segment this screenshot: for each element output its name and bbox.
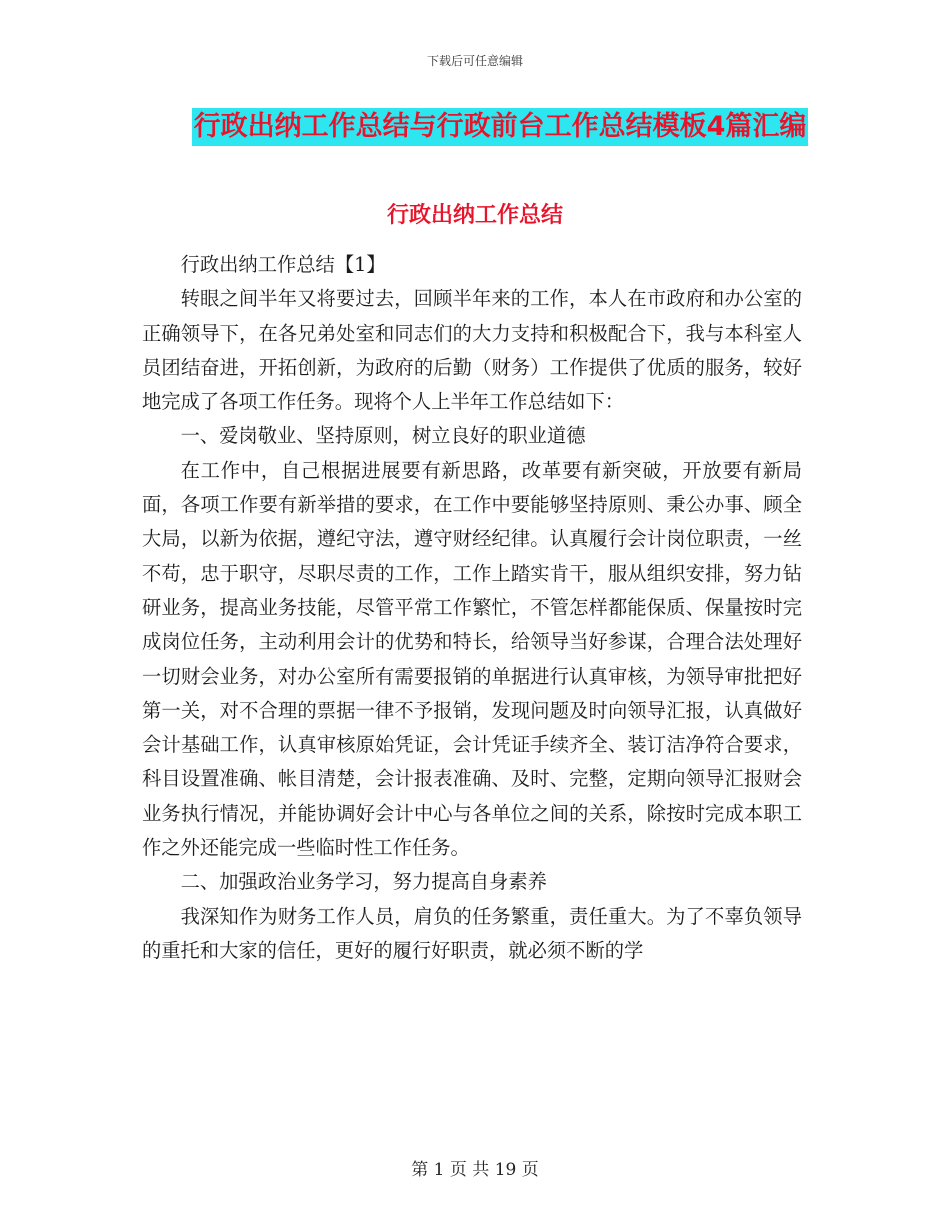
paragraph: 转眼之间半年又将要过去，回顾半年来的工作，本人在市政府和办公室的正确领导下，在各兄弟处室和同志们的大力支持和积极配合下，我与本科室人员团结奋进，开拓创新，为政府的后勤（财务）工作提供了优质的服务，较好地完成了各项工作任务。现将个人上半年工作总结如下： bbox=[142, 287, 802, 414]
paragraph: 我深知作为财务工作人员，肩负的任务繁重，责任重大。为了不辜负领导的重托和大家的信任，更好的履行好职责，就必须不断的学 bbox=[142, 904, 802, 962]
paragraph: 行政出纳工作总结【1】 bbox=[180, 253, 386, 276]
document-body bbox=[142, 248, 802, 968]
section-title: 行政出纳工作总结 bbox=[386, 203, 563, 228]
page-number: 第 1 页 共 19 页 bbox=[411, 1160, 539, 1180]
paragraph: 二、加强政治业务学习，努力提高自身素养 bbox=[180, 870, 547, 894]
title-container bbox=[0, 108, 950, 146]
paragraph: 一、爱岗敬业、坚持原则，树立良好的职业道德 bbox=[180, 424, 586, 448]
paragraph: 在工作中，自己根据进展要有新思路，改革要有新突破，开放要有新局面，各项工作要有新举措的要求，在工作中要能够坚持原则、秉公办事、顾全大局，以新为依据，遵纪守法，遵守财经纪律。认真履行会计岗位职责，一丝不苟，忠于职守，尽职尽责的工作，工作上踏实肯干，服从组织安排，努力钻研业务，提高业务技能，尽管平常工作繁忙，不管怎样都能保质、保量按时完成岗位任务，主动利用会计的优势和特长，给领导当好参谋，合理合法处理好一切财会业务，对办公室所有需要报销的单据进行认真审核，为领导审批把好第一关，对不合理的票据一律不予报销，发现问题及时向领导汇报，认真做好会计基础工作，认真审核原始凭证，会计凭证手续齐全、装订洁净符合要求，科目设置准确、帐目清楚，会计报表准确、及时、完整，定期向领导汇报财会业务执行情况，并能协调好会计中心与各单位之间的关系，除按时完成本职工作之外还能完成一些临时性工作任务。 bbox=[142, 458, 802, 860]
document-title: 行政出纳工作总结与行政前台工作总结模板4篇汇编 bbox=[192, 108, 809, 146]
page-header-note: 下载后可任意编辑 bbox=[426, 54, 523, 68]
